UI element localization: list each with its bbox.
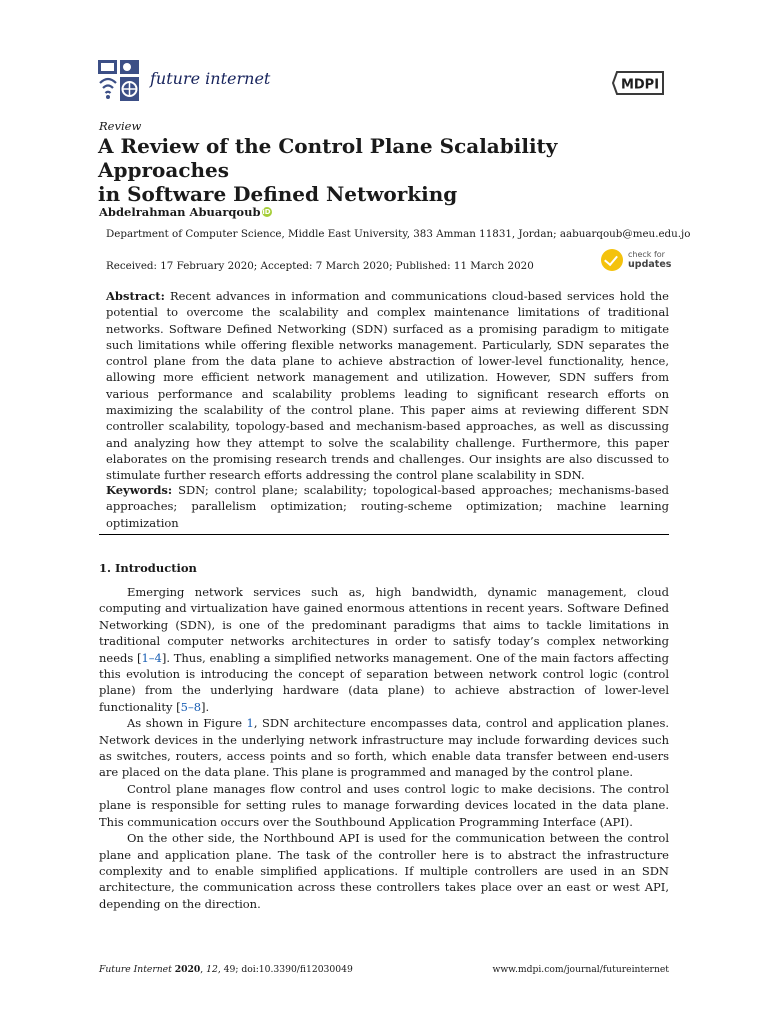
journal-logo-icon	[97, 59, 141, 103]
author-name	[99, 205, 272, 219]
figure-link[interactable]: 1	[246, 716, 254, 731]
check-for-updates-badge[interactable]	[601, 249, 677, 275]
footer-citation: Future Internet 2020, 12, 49; doi:10.3390/fi12030049	[99, 964, 353, 975]
paragraph: On the other side, the Northbound API is used for the communication between the control plane and application plane. The task of the controller here is to abstract the infrastructure complexity and to enable simplified applications. If multiple controllers are used in an SDN architecture, the communication across these controllers takes place over an east or west API, depending on the direction.	[99, 831, 669, 911]
paragraph: As shown in Figure 1, SDN architecture encompasses data, control and application planes. Network devices in the underlying network infrastructure may include forwarding devices such as switches, routers, access points and so forth, which enable data transfer between end-users are placed on the data plane. This plane is programmed and managed by the control plane.	[99, 716, 670, 780]
article-title	[98, 134, 688, 206]
article-type: Review	[99, 119, 142, 133]
citation-link[interactable]: 1–4	[141, 650, 162, 665]
affiliation: Department of Computer Science, Middle East University, 383 Amman 11831, Jordan; aabuarqoub@meu.edu.jo	[106, 228, 691, 240]
check-updates-line2: updates	[628, 259, 672, 270]
publication-dates: Received: 17 February 2020; Accepted: 7 March 2020; Published: 11 March 2020	[106, 260, 534, 272]
paragraph: Emerging network services such as, high bandwidth, dynamic management, cloud computing and virtualization have gained enormous attentions in recent years. Software Defined Networking (SDN), is one of the predominant paradigms that aims to tackle limitations in traditional computer networks architectures in order to satisfy today’s complex networking needs [1–4]. Thus, enabling a simplified networks management. One of the main factors affecting this evolution is introducing the concept of separation between network control logic (control plane) from the underlying hardware (data plane) to achieve abstraction of lower-level functionality [5–8].	[99, 585, 669, 714]
journal-name: future internet	[150, 69, 271, 88]
orcid-icon[interactable]: iD	[262, 208, 271, 216]
svg-text:MDPI: MDPI	[620, 77, 660, 93]
footer-journal-url[interactable]: www.mdpi.com/journal/futureinternet	[492, 964, 669, 975]
section-heading: 1. Introduction	[99, 561, 197, 575]
keywords-text: SDN; control plane; scalability; topological-based approaches; mechanisms-based approaches; parallelism optimization; routing-scheme optimization; machine learning optimization	[106, 483, 670, 530]
abstract	[106, 288, 669, 484]
abstract-label: Abstract:	[106, 289, 165, 303]
paragraph: Control plane manages flow control and uses control logic to make decisions. The control plane is responsible for setting rules to manage forwarding devices located in the data plane. This communication occurs over the Southbound Application Programming Interface (API).	[99, 781, 669, 829]
keywords	[106, 482, 669, 531]
check-icon	[601, 249, 623, 271]
check-updates-line1: check for	[628, 250, 665, 259]
keywords-label: Keywords:	[106, 483, 173, 497]
section-body	[99, 584, 669, 912]
mdpi-logo	[611, 68, 669, 98]
title-line-1: A Review of the Control Plane Scalability Approaches	[98, 134, 558, 182]
abstract-text: Recent advances in information and communications cloud-based services hold the potential to overcome the scalability and complex maintenance limitations of traditional networks. Software Defined Networking (SDN) surfaced as a promising paradigm to mitigate such limitations while offering flexible networks management. Particularly, SDN separates the control plane from the data plane to achieve abstraction of lower-level functionality, hence, allowing more efficient network management and utilization. However, SDN suffers from various performance and scalability problems leading to significant research efforts on maximizing the scalability of the control plane. This paper aims at reviewing different SDN controller scalability, topology-based and mechanism-based approaches, as well as discussing and analyzing how they attempt to solve the scalability challenge. Furthermore, this paper elaborates on the promising research trends and challenges. Our insights are also discussed to stimulate further research efforts addressing the control plane scalability in SDN.	[106, 289, 669, 483]
citation-link[interactable]: 5–8	[180, 699, 202, 714]
title-line-2: in Software Defined Networking	[98, 182, 458, 206]
author-name-text: Abdelrahman Abuarqoub	[99, 205, 261, 219]
divider	[99, 534, 669, 535]
